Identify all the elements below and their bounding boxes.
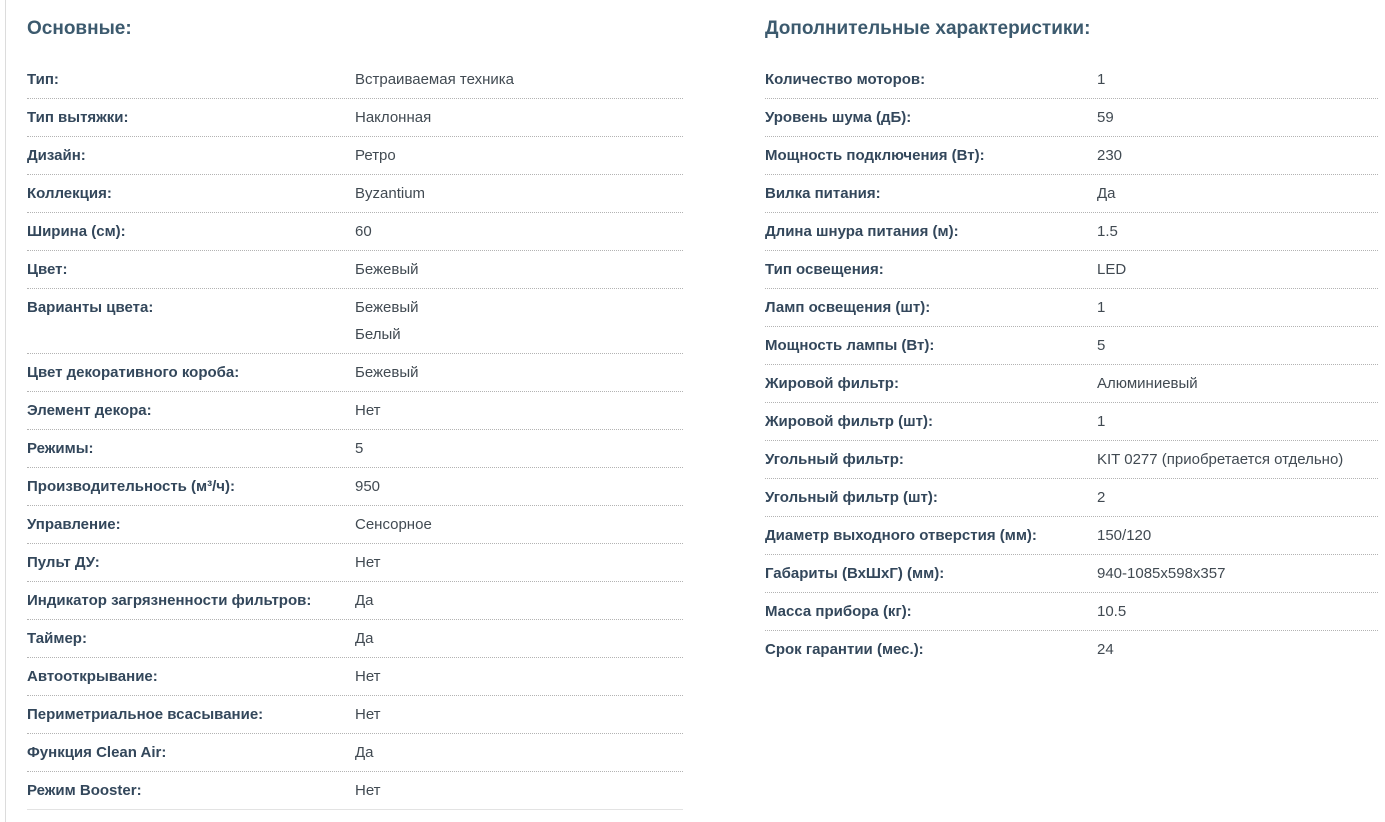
spec-row <box>27 544 683 582</box>
spec-value <box>1097 408 1105 435</box>
spec-label: Мощность подключения (Вт): <box>765 147 985 164</box>
spec-row <box>27 61 683 99</box>
spec-value <box>355 218 372 245</box>
spec-row <box>765 631 1378 668</box>
spec-label: Жировой фильтр: <box>765 375 899 392</box>
spec-value <box>355 777 381 804</box>
spec-value <box>1097 598 1126 625</box>
spec-value-line: 1 <box>1097 71 1106 88</box>
spec-value <box>355 180 425 207</box>
spec-value-line: Нет <box>355 668 381 685</box>
spec-value-line: KIT 0277 (приобретается отдельно) <box>1097 451 1344 468</box>
spec-label: Срок гарантии (мес.): <box>765 641 924 658</box>
spec-value <box>1097 560 1225 587</box>
spec-value <box>1097 370 1198 397</box>
spec-label: Угольный фильтр: <box>765 451 904 468</box>
spec-row <box>765 289 1378 327</box>
spec-value-line: Бежевый <box>355 299 419 316</box>
spec-value-line: Да <box>355 630 374 647</box>
spec-label: Ламп освещения (шт): <box>765 299 931 316</box>
spec-row <box>27 137 683 175</box>
spec-value <box>355 549 381 576</box>
spec-label: Цвет: <box>27 261 68 278</box>
spec-row <box>765 175 1378 213</box>
spec-value-line: 59 <box>1097 109 1114 126</box>
spec-label: Управление: <box>27 516 121 533</box>
spec-row <box>27 430 683 468</box>
spec-row <box>27 289 683 354</box>
spec-row <box>765 517 1378 555</box>
spec-value <box>355 435 363 462</box>
spec-value <box>355 397 381 424</box>
spec-value-line: Нет <box>355 554 381 571</box>
spec-row <box>765 251 1378 289</box>
spec-table <box>27 61 683 810</box>
spec-value <box>355 625 374 652</box>
spec-value-line: Сенсорное <box>355 516 432 533</box>
spec-value-line: 230 <box>1097 147 1123 164</box>
spec-row <box>765 555 1378 593</box>
spec-value-line: Бежевый <box>355 261 419 278</box>
spec-label: Автооткрывание: <box>27 668 158 685</box>
spec-label: Жировой фильтр (шт): <box>765 413 933 430</box>
spec-row <box>765 403 1378 441</box>
spec-value <box>1097 104 1114 131</box>
spec-value <box>1097 142 1122 169</box>
spec-value-line: LED <box>1097 261 1127 278</box>
spec-value-line: Да <box>355 592 374 609</box>
spec-value-line: 150/120 <box>1097 527 1152 544</box>
spec-value-line: Byzantium <box>355 185 426 202</box>
spec-value-line: 940-1085x598x357 <box>1097 565 1226 582</box>
spec-label: Элемент декора: <box>27 402 152 419</box>
spec-row <box>765 213 1378 251</box>
spec-label: Пульт ДУ: <box>27 554 100 571</box>
spec-value <box>355 66 514 93</box>
spec-label: Функция Clean Air: <box>27 744 167 761</box>
spec-value-line: Да <box>355 744 374 761</box>
spec-label: Цвет декоративного короба: <box>27 364 240 381</box>
spec-row <box>27 175 683 213</box>
spec-row <box>27 620 683 658</box>
spec-value <box>355 294 419 348</box>
spec-label: Тип освещения: <box>765 261 884 278</box>
spec-row <box>27 506 683 544</box>
spec-label: Производительность (м³/ч): <box>27 478 236 495</box>
spec-label: Ширина (см): <box>27 223 126 240</box>
spec-value <box>1097 446 1343 473</box>
spec-value-line: Алюминиевый <box>1097 375 1198 392</box>
spec-value-line: 60 <box>355 223 372 240</box>
spec-row <box>765 99 1378 137</box>
spec-value-line: Ретро <box>355 147 396 164</box>
spec-value-line: Встраиваемая техника <box>355 71 514 88</box>
spec-value-line: Нет <box>355 402 381 419</box>
spec-label: Уровень шума (дБ): <box>765 109 912 126</box>
spec-value <box>1097 180 1116 207</box>
spec-row <box>27 658 683 696</box>
spec-table <box>765 61 1378 668</box>
spec-label: Тип: <box>27 71 59 88</box>
section-title: Основные: <box>27 18 132 39</box>
spec-value <box>355 587 374 614</box>
spec-value-line: Наклонная <box>355 109 432 126</box>
spec-label: Коллекция: <box>27 185 112 202</box>
spec-label: Режим Booster: <box>27 782 142 799</box>
spec-row <box>765 441 1378 479</box>
section-main-specs <box>27 16 683 822</box>
spec-value-line: Белый <box>355 326 401 343</box>
spec-value <box>1097 484 1105 511</box>
spec-value-line: Бежевый <box>355 364 419 381</box>
spec-value <box>1097 218 1118 245</box>
spec-value-line: Нет <box>355 706 381 723</box>
spec-label: Варианты цвета: <box>27 299 154 316</box>
spec-label: Режимы: <box>27 440 94 457</box>
spec-row <box>765 593 1378 631</box>
spec-label: Угольный фильтр (шт): <box>765 489 938 506</box>
spec-row <box>27 772 683 809</box>
spec-value-line: Да <box>1097 185 1116 202</box>
product-specs-page <box>5 0 1385 822</box>
spec-value <box>355 739 374 766</box>
spec-value <box>1097 256 1126 283</box>
spec-value <box>1097 332 1105 359</box>
spec-row <box>27 468 683 506</box>
spec-value-line: 24 <box>1097 641 1114 658</box>
spec-row <box>765 137 1378 175</box>
spec-value-line: 950 <box>355 478 381 495</box>
section-title: Дополнительные характеристики: <box>765 18 1091 39</box>
spec-row <box>27 734 683 772</box>
spec-value <box>1097 294 1105 321</box>
spec-label: Вилка питания: <box>765 185 881 202</box>
spec-value <box>355 142 396 169</box>
spec-value-line: 1 <box>1097 299 1106 316</box>
spec-value <box>355 701 381 728</box>
spec-row <box>27 213 683 251</box>
spec-label: Дизайн: <box>27 147 86 164</box>
spec-value <box>1097 636 1114 663</box>
spec-value-line: 5 <box>1097 337 1106 354</box>
spec-row <box>765 61 1378 99</box>
spec-row <box>765 365 1378 403</box>
spec-row <box>765 479 1378 517</box>
spec-value-line: 10.5 <box>1097 603 1127 620</box>
spec-row <box>27 582 683 620</box>
spec-value-line: 2 <box>1097 489 1106 506</box>
spec-value-line: Нет <box>355 782 381 799</box>
spec-value-line: 1.5 <box>1097 223 1118 240</box>
spec-value <box>1097 522 1151 549</box>
spec-row <box>765 327 1378 365</box>
section-additional-specs <box>765 16 1385 822</box>
spec-value <box>355 359 419 386</box>
spec-value <box>355 473 380 500</box>
spec-row <box>27 392 683 430</box>
spec-value-line: 5 <box>355 440 364 457</box>
spec-label: Индикатор загрязненности фильтров: <box>27 592 312 609</box>
spec-label: Масса прибора (кг): <box>765 603 912 620</box>
spec-value <box>355 104 431 131</box>
spec-row <box>27 99 683 137</box>
spec-value <box>355 663 381 690</box>
spec-label: Периметриальное всасывание: <box>27 706 264 723</box>
spec-value <box>1097 66 1105 93</box>
spec-label: Количество моторов: <box>765 71 926 88</box>
spec-label: Диаметр выходного отверстия (мм): <box>765 527 1037 544</box>
spec-row <box>27 251 683 289</box>
spec-value-line: 1 <box>1097 413 1106 430</box>
spec-row <box>27 696 683 734</box>
spec-value <box>355 511 432 538</box>
spec-label: Габариты (ВхШхГ) (мм): <box>765 565 945 582</box>
spec-label: Мощность лампы (Вт): <box>765 337 935 354</box>
spec-value <box>355 256 419 283</box>
spec-row <box>27 354 683 392</box>
spec-label: Тип вытяжки: <box>27 109 129 126</box>
spec-label: Длина шнура питания (м): <box>765 223 959 240</box>
spec-label: Таймер: <box>27 630 87 647</box>
